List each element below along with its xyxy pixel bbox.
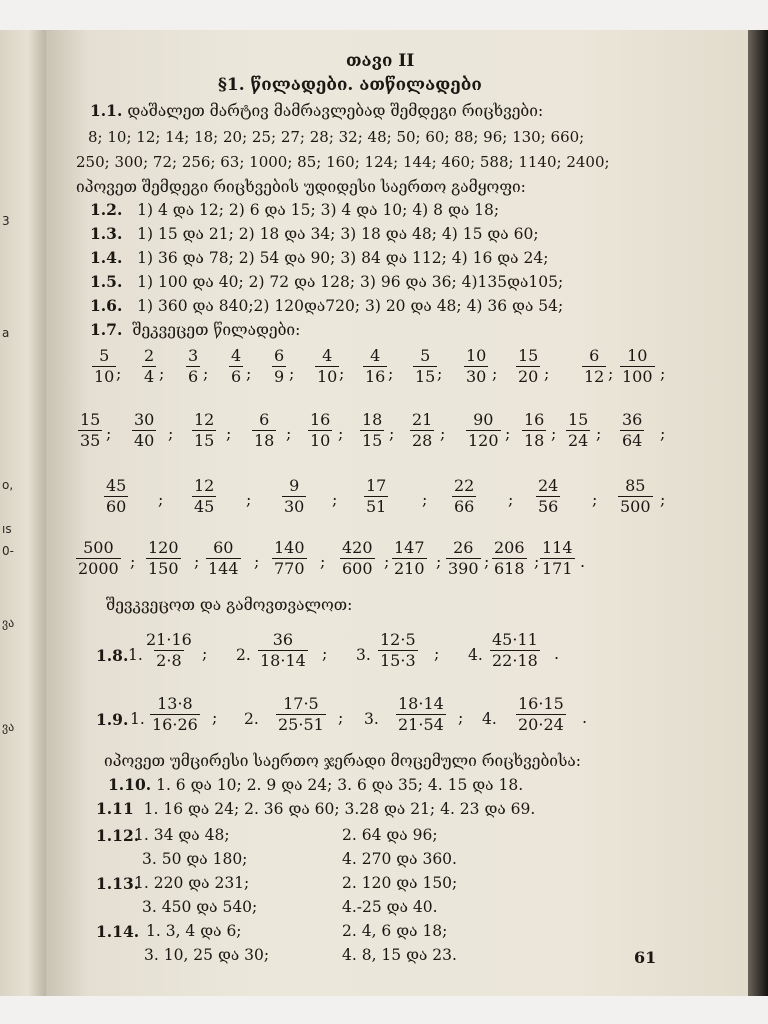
fraction: $\frac{2}{4}$: [144, 346, 155, 386]
fraction: $\frac{15}{35}$: [80, 410, 101, 450]
fraction: $\frac{15}{20}$: [518, 346, 539, 386]
fraction: $\frac{9}{30}$: [284, 476, 305, 516]
background-bottom: [0, 996, 768, 1024]
exercise-1-14-number: 1.14.: [96, 922, 140, 941]
expression-fraction: $\frac{21\cdot 16}{2\cdot 8}$: [146, 630, 192, 670]
expression-fraction: $\frac{16\cdot 15}{20\cdot 24}$: [518, 694, 564, 734]
fraction: $\frac{16}{18}$: [524, 410, 545, 450]
fraction: $\frac{45}{60}$: [106, 476, 127, 516]
fraction: $\frac{114}{171}$: [542, 538, 573, 578]
prev-page-fragment: ვა: [2, 616, 15, 630]
fraction: $\frac{3}{6}$: [188, 346, 199, 386]
simplify-instruction: შევკვეცოთ და გამოვთვალოთ:: [106, 596, 353, 614]
previous-page-edge: [0, 30, 46, 996]
fraction: $\frac{120}{150}$: [148, 538, 179, 578]
fraction: $\frac{147}{210}$: [394, 538, 425, 578]
fraction: $\frac{16}{10}$: [310, 410, 331, 450]
fraction: $\frac{85}{500}$: [620, 476, 651, 516]
fraction: $\frac{4}{10}$: [317, 346, 338, 386]
exercise-1-9-number: 1.9.: [96, 710, 129, 729]
fraction: $\frac{36}{64}$: [622, 410, 643, 450]
fraction: $\frac{6}{12}$: [584, 346, 605, 386]
exercise-1-13-number: 1.13.: [96, 874, 140, 893]
fraction: $\frac{206}{618}$: [494, 538, 525, 578]
number-list-line-1: 8; 10; 12; 14; 18; 20; 25; 27; 28; 32; 48; 50; 60; 88; 96; 130; 660;: [88, 128, 585, 146]
exercise-1-5: 1.5. 1) 100 და 40; 2) 72 და 128; 3) 96 და 36; 4)135და105;: [90, 272, 564, 291]
fraction: $\frac{21}{28}$: [412, 410, 433, 450]
exercise-1-4: 1.4. 1) 36 და 78; 2) 54 და 90; 3) 84 და 112; 4) 16 და 24;: [90, 248, 549, 267]
fraction: $\frac{10}{100}$: [622, 346, 653, 386]
fraction: $\frac{10}{30}$: [466, 346, 487, 386]
fraction: $\frac{12}{45}$: [194, 476, 215, 516]
prev-page-fragment: о,: [2, 478, 14, 492]
fraction: $\frac{12}{15}$: [194, 410, 215, 450]
expression-fraction: $\frac{12\cdot 5}{15\cdot 3}$: [380, 630, 416, 670]
fraction: $\frac{5}{15}$: [415, 346, 436, 386]
textbook-page: თავი II §1. წილადები. ათწილადები 1.1. დაშალეთ მარტივ მამრავლებად შემდეგი რიცხვები: 8; 10; 12; 14; 18; 20; 25; 27; 28; 32; 48; 50; 60; 88; 96; 130; 660; 250; 300; 72; 256; 63; 1000; 85; 160; 124; 144; 460; 588; 1140; 2400; იპოვეთ შემდეგი რიცხვების უდიდესი საერთო გამყოფი: 1.2. 1) 4 და 12; 2) 6 და 15; 3) 4 და 10; 4) 8 და 18; 1.3. 1) 15 და 21; 2) 18 და 34; 3) 18 და 48; 4) 15 და 60; 1.4. 1) 36 და 78; 2) 54 და 90; 3) 84 და 112; 4) 16 და 24; 1.5. 1) 100 და 40; 2) 72 და 128; 3) 96 და 36; 4)135და105; 1.6. 1) 360 და 840;2) 120და720; 3) 20 და 48; 4) 36 და 54; 1.7. შეკვეცეთ წილადები: $\frac{5}{10}$ ; $\frac{2}{4}$ ; $\frac{3}{6}$ ; $\frac{4}{6}$ ; $\frac{6}{9}$ ; $\frac{4}{10}$ ; $\frac{4}{16}$ ; $\frac{5}{15}$ ; $\frac{10}{30}$ ; $\frac{15}{20}$ ; $\frac{6}{12}$ ; $\frac{10}{100}$ ; $\frac{15}{35}$ ; $\frac{30}{40}$ ; $\frac{12}{15}$ ; $\frac{6}{18}$ ; $\frac{16}{10}$ ; $\frac{18}{15}$ ; $\frac{21}{28}$ ; $\frac{90}{120}$ ; $\frac{16}{18}$ ; $\frac{15}{24}$ ; $\frac{36}{64}$ ; $\frac{45}{60}$ ; $\frac{12}{45}$ ; $\frac{9}{30}$ ; $\frac{17}{51}$ ; $\frac{22}{66}$ ; $\frac{24}{56}$ ; $\frac{85}{500}$ ; $\frac{500}{2000}$ ; $\frac{120}{150}$ ; $\frac{60}{144}$ ; $\frac{140}{770}$ ; $\frac{420}{600}$ ; $\frac{147}{210}$ ; $\frac{26}{390}$ ; $\frac{206}{618}$ ; $\frac{114}{171}$ . შევკვეცოთ და გამოვთვალოთ: 1.8. 1. $\frac{21\cdot 16}{2\cdot 8}$ ; 2. $\frac{36}{18\cdot 14}$ ; 3. $\frac{12\cdot 5}{15\cdot 3}$ ; 4. $\frac{45\cdot 11}{22\cdot 18}$ . 1.9. 1. $\frac{13\cdot 8}{16\cdot 26}$ ; 2. $\frac{17\cdot 5}{25\cdot 51}$ ; 3. $\frac{18\cdot 14}{21\cdot 54}$ ; 4. $\frac{16\cdot 15}{20\cdot 24}$ . იპოვეთ უმცირესი საერთო ჯერადი მოცემული რიცხვებისა: 1.10. 1. 6 და 10; 2. 9 და 24; 3. 6 და 35; 4. 15 და 18. 1.11 1. 16 და 24; 2. 36 და 60; 3.28 და 21; 4. 23 და 69. 1.12. 1. 34 და 48; 2. 64 და 96; 3. 50 და 180; 4. 270 და 360. 1.13. 1. 220 და 231; 2. 120 და 150; 3. 450 და 540; 4.-25 და 40. 1.14. 1. 3, 4 და 6; 2. 4, 6 და 18; 3. 10, 25 და 30; 4. 8, 15 და 23. 61: [46, 30, 748, 996]
exercise-1-3: 1.3. 1) 15 და 21; 2) 18 და 34; 3) 18 და 48; 4) 15 და 60;: [90, 224, 539, 243]
fraction: $\frac{420}{600}$: [342, 538, 373, 578]
number-list-line-2: 250; 300; 72; 256; 63; 1000; 85; 160; 124; 144; 460; 588; 1140; 2400;: [76, 153, 610, 171]
exercise-1-6: 1.6. 1) 360 და 840;2) 120და720; 3) 20 და 48; 4) 36 და 54;: [90, 296, 564, 315]
background-top: [0, 0, 768, 30]
exercise-1-7: 1.7. შეკვეცეთ წილადები:: [90, 320, 301, 339]
expression-fraction: $\frac{18\cdot 14}{21\cdot 54}$: [398, 694, 444, 734]
prev-page-fragment: ıs: [2, 522, 12, 536]
exercise-1-8-number: 1.8.: [96, 646, 129, 665]
book-spine-shadow: [748, 30, 768, 996]
fraction: $\frac{5}{10}$: [94, 346, 115, 386]
fraction: $\frac{15}{24}$: [568, 410, 589, 450]
expression-fraction: $\frac{45\cdot 11}{22\cdot 18}$: [492, 630, 538, 670]
exercise-1-11: 1.11 1. 16 და 24; 2. 36 და 60; 3.28 და 21; 4. 23 და 69.: [96, 799, 536, 818]
fraction: $\frac{90}{120}$: [468, 410, 499, 450]
fraction: $\frac{4}{6}$: [231, 346, 242, 386]
expression-fraction: $\frac{36}{18\cdot 14}$: [260, 630, 306, 670]
prev-page-fragment: 0-: [2, 544, 14, 558]
prev-page-fragment: ვა: [2, 720, 15, 734]
exercise-1-10: 1.10. 1. 6 და 10; 2. 9 და 24; 3. 6 და 35; 4. 15 და 18.: [108, 775, 524, 794]
fraction: $\frac{4}{16}$: [365, 346, 386, 386]
fraction: $\frac{140}{770}$: [274, 538, 305, 578]
gcd-instruction: იპოვეთ შემდეგი რიცხვების უდიდესი საერთო გამყოფი:: [76, 178, 526, 196]
fraction: $\frac{60}{144}$: [208, 538, 239, 578]
fraction: $\frac{30}{40}$: [134, 410, 155, 450]
prev-page-fragment: 3: [2, 214, 10, 228]
fraction: $\frac{6}{18}$: [254, 410, 275, 450]
prev-page-fragment: а: [2, 326, 10, 340]
fraction: $\frac{22}{66}$: [454, 476, 475, 516]
fraction: $\frac{6}{9}$: [274, 346, 285, 386]
expression-fraction: $\frac{17\cdot 5}{25\cdot 51}$: [278, 694, 324, 734]
expression-fraction: $\frac{13\cdot 8}{16\cdot 26}$: [152, 694, 198, 734]
chapter-title: თავი II: [346, 51, 415, 71]
exercise-1-12-number: 1.12.: [96, 826, 140, 845]
fraction: $\frac{24}{56}$: [538, 476, 559, 516]
page-number: 61: [634, 948, 657, 967]
exercise-1-1: 1.1. დაშალეთ მარტივ მამრავლებად შემდეგი რიცხვები:: [90, 101, 544, 120]
fraction: $\frac{500}{2000}$: [78, 538, 119, 578]
lcm-instruction: იპოვეთ უმცირესი საერთო ჯერადი მოცემული რიცხვებისა:: [104, 752, 581, 770]
fraction: $\frac{26}{390}$: [448, 538, 479, 578]
section-title: §1. წილადები. ათწილადები: [218, 75, 482, 95]
exercise-1-2: 1.2. 1) 4 და 12; 2) 6 და 15; 3) 4 და 10; 4) 8 და 18;: [90, 200, 500, 219]
fraction: $\frac{18}{15}$: [362, 410, 383, 450]
fraction: $\frac{17}{51}$: [366, 476, 387, 516]
